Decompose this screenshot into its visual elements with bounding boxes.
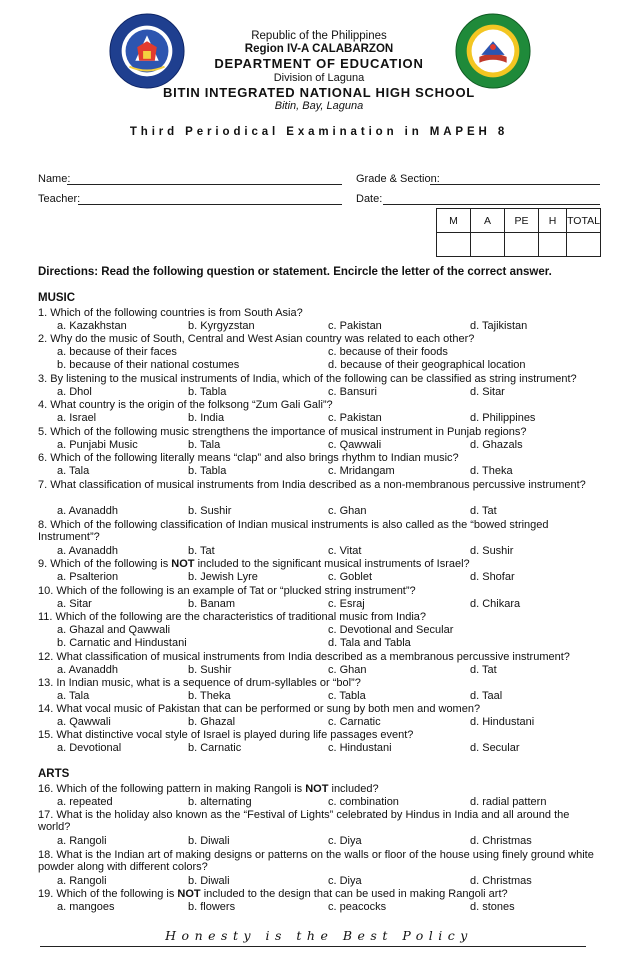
option-1d[interactable]: d. Tajikistan xyxy=(470,320,528,332)
question-7: 7. What classification of musical instruments from India described as a non-membranous percussive instrument? xyxy=(38,479,586,491)
option-13b[interactable]: b. Theka xyxy=(188,690,231,702)
score-header-m: M xyxy=(437,209,471,233)
question-6: 6. Which of the following literally means “clap” and also brings rhythm to Indian music? xyxy=(38,452,459,464)
option-8b[interactable]: b. Tat xyxy=(188,545,215,557)
question-2: 2. Why do the music of South, Central and West Asian country was related to each other? xyxy=(38,333,475,345)
option-8a[interactable]: a. Avanaddh xyxy=(57,545,118,557)
option-18b[interactable]: b. Diwali xyxy=(188,875,230,887)
option-14c[interactable]: c. Carnatic xyxy=(328,716,381,728)
option-6d[interactable]: d. Theka xyxy=(470,465,513,477)
option-18d[interactable]: d. Christmas xyxy=(470,875,532,887)
date-line[interactable] xyxy=(383,204,600,205)
option-19c[interactable]: c. peacocks xyxy=(328,901,387,913)
option-1a[interactable]: a. Kazakhstan xyxy=(57,320,127,332)
option-3a[interactable]: a. Dhol xyxy=(57,386,92,398)
name-line[interactable] xyxy=(67,184,342,185)
footer-divider xyxy=(40,946,586,947)
option-4d[interactable]: d. Philippines xyxy=(470,412,536,424)
footer-motto: Honesty is the Best Policy xyxy=(165,928,473,943)
option-9d[interactable]: d. Shofar xyxy=(470,571,515,583)
option-9c[interactable]: c. Goblet xyxy=(328,571,373,583)
option-16d[interactable]: d. radial pattern xyxy=(470,796,547,808)
score-cell-a[interactable] xyxy=(471,233,505,257)
option-8d[interactable]: d. Sushir xyxy=(470,545,514,557)
option-2d[interactable]: d. because of their geographical location xyxy=(328,359,526,371)
option-13c[interactable]: c. Tabla xyxy=(328,690,366,702)
question-15: 15. What distinctive vocal style of Israel is played during life passages event? xyxy=(38,729,414,741)
question-16-pre: 16. Which of the following pattern in making Rangoli is xyxy=(38,783,306,795)
question-19-post: included to the design that can be used in making Rangoli art? xyxy=(200,888,508,900)
option-10a[interactable]: a. Sitar xyxy=(57,598,92,610)
option-10b[interactable]: b. Banam xyxy=(188,598,236,610)
option-10d[interactable]: d. Chikara xyxy=(470,598,521,610)
score-header-pe: PE xyxy=(505,209,539,233)
question-9-post: included to the significant musical instruments of Israel? xyxy=(194,558,470,570)
name-label: Name: xyxy=(38,173,71,185)
question-16-post: included? xyxy=(328,783,379,795)
score-cell-pe[interactable] xyxy=(505,233,539,257)
question-9 xyxy=(38,558,470,570)
school-name: BITIN INTEGRATED NATIONAL HIGH SCHOOL xyxy=(163,85,475,100)
option-11a[interactable]: a. Ghazal and Qawwali xyxy=(57,624,171,636)
question-3: 3. By listening to the musical instruments of India, which of the following can be classified as string instrument? xyxy=(38,373,577,385)
question-17: 17. What is the holiday also known as the “Festival of Lights” celebrated by Hindus in India and all around the world? xyxy=(38,809,570,833)
option-7a[interactable]: a. Avanaddh xyxy=(57,505,118,517)
question-19 xyxy=(38,888,508,900)
question-16 xyxy=(38,783,379,795)
question-4: 4. What country is the origin of the folksong “Zum Gali Gali”? xyxy=(38,399,333,411)
option-17a[interactable]: a. Rangoli xyxy=(57,835,107,847)
option-10c[interactable]: c. Esraj xyxy=(328,598,365,610)
option-5a[interactable]: a. Punjabi Music xyxy=(57,439,138,451)
option-11d[interactable]: d. Tala and Tabla xyxy=(328,637,411,649)
option-6b[interactable]: b. Tabla xyxy=(188,465,227,477)
region-line: Region IV-A CALABARZON xyxy=(244,43,394,55)
question-12: 12. What classification of musical instruments from India described as a membranous percussive instrument? xyxy=(38,651,570,663)
option-13d[interactable]: d. Taal xyxy=(470,690,503,702)
option-9a[interactable]: a. Psalterion xyxy=(57,571,119,583)
option-9b[interactable]: b. Jewish Lyre xyxy=(188,571,258,583)
question-18: 18. What is the Indian art of making designs or patterns on the walls or floor of the house using finely ground white powder along with different colors? xyxy=(38,849,594,873)
question-19-emphasis: NOT xyxy=(177,888,201,900)
option-11c[interactable]: c. Devotional and Secular xyxy=(328,624,454,636)
score-header-total: TOTAL xyxy=(567,209,601,233)
option-14a[interactable]: a. Qawwali xyxy=(57,716,111,728)
option-19a[interactable]: a. mangoes xyxy=(57,901,115,913)
option-16c[interactable]: c. combination xyxy=(328,796,399,808)
score-cell-total[interactable] xyxy=(567,233,601,257)
option-15b[interactable]: b. Carnatic xyxy=(188,742,242,754)
section-arts: ARTS xyxy=(38,768,70,780)
option-18c[interactable]: c. Diya xyxy=(328,875,362,887)
option-1b[interactable]: b. Kyrgyzstan xyxy=(188,320,255,332)
option-13a[interactable]: a. Tala xyxy=(57,690,90,702)
option-12b[interactable]: b. Sushir xyxy=(188,664,232,676)
option-7d[interactable]: d. Tat xyxy=(470,505,497,517)
question-11: 11. Which of the following are the characteristics of traditional music from India? xyxy=(38,611,427,623)
option-16a[interactable]: a. repeated xyxy=(57,796,113,808)
question-13: 13. In Indian music, what is a sequence of drum-syllables or “bol”? xyxy=(38,677,361,689)
question-14: 14. What vocal music of Pakistan that can be performed or sung by both men and women? xyxy=(38,703,481,715)
question-16-emphasis: NOT xyxy=(305,783,329,795)
option-17c[interactable]: c. Diya xyxy=(328,835,362,847)
department-line: DEPARTMENT OF EDUCATION xyxy=(214,56,424,71)
option-17b[interactable]: b. Diwali xyxy=(188,835,230,847)
option-19b[interactable]: b. flowers xyxy=(188,901,236,913)
score-cell-m[interactable] xyxy=(437,233,471,257)
option-8c[interactable]: c. Vitat xyxy=(328,545,362,557)
question-9-pre: 9. Which of the following is xyxy=(38,558,172,570)
option-2a[interactable]: a. because of their faces xyxy=(57,346,177,358)
option-12a[interactable]: a. Avanaddh xyxy=(57,664,118,676)
score-cell-h[interactable] xyxy=(539,233,567,257)
option-2b[interactable]: b. because of their national costumes xyxy=(57,359,240,371)
question-8: 8. Which of the following classification of Indian musical instruments is also called as the “bowed stringed Instrument”? xyxy=(38,519,549,543)
option-12d[interactable]: d. Tat xyxy=(470,664,497,676)
option-7c[interactable]: c. Ghan xyxy=(328,505,367,517)
teacher-label: Teacher: xyxy=(38,193,81,205)
republic-line: Republic of the Philippines xyxy=(251,30,387,42)
option-4a[interactable]: a. Israel xyxy=(57,412,97,424)
option-15d[interactable]: d. Secular xyxy=(470,742,520,754)
option-7b[interactable]: b. Sushir xyxy=(188,505,232,517)
option-3b[interactable]: b. Tabla xyxy=(188,386,227,398)
question-10: 10. Which of the following is an example of Tat or “plucked string instrument”? xyxy=(38,585,416,597)
grade-label: Grade & Section: xyxy=(356,173,440,185)
option-17d[interactable]: d. Christmas xyxy=(470,835,532,847)
division-line: Division of Laguna xyxy=(273,72,365,84)
option-4b[interactable]: b. India xyxy=(188,412,225,424)
option-14d[interactable]: d. Hindustani xyxy=(470,716,535,728)
option-3d[interactable]: d. Sitar xyxy=(470,386,505,398)
score-table xyxy=(436,208,601,257)
date-label: Date: xyxy=(356,193,383,205)
exam-title: Third Periodical Examination in MAPEH 8 xyxy=(129,126,509,138)
score-header-a: A xyxy=(471,209,505,233)
option-19d[interactable]: d. stones xyxy=(470,901,515,913)
option-15a[interactable]: a. Devotional xyxy=(57,742,122,754)
option-5c[interactable]: c. Qawwali xyxy=(328,439,382,451)
question-9-emphasis: NOT xyxy=(171,558,195,570)
option-4c[interactable]: c. Pakistan xyxy=(328,412,382,424)
question-5: 5. Which of the following music strengthens the importance of musical instrument in Punjab regions? xyxy=(38,426,527,438)
option-3c[interactable]: c. Bansuri xyxy=(328,386,377,398)
option-12c[interactable]: c. Ghan xyxy=(328,664,367,676)
question-19-pre: 19. Which of the following is xyxy=(38,888,178,900)
option-15c[interactable]: c. Hindustani xyxy=(328,742,392,754)
directions: Directions: Read the following question or statement. Encircle the letter of the correct answer. xyxy=(38,266,552,278)
teacher-line[interactable] xyxy=(78,204,342,205)
option-16b[interactable]: b. alternating xyxy=(188,796,252,808)
question-1: 1. Which of the following countries is from South Asia? xyxy=(38,307,303,319)
option-2c[interactable]: c. because of their foods xyxy=(328,346,448,358)
option-5d[interactable]: d. Ghazals xyxy=(470,439,523,451)
option-1c[interactable]: c. Pakistan xyxy=(328,320,382,332)
score-header-h: H xyxy=(539,209,567,233)
option-5b[interactable]: b. Tala xyxy=(188,439,221,451)
option-18a[interactable]: a. Rangoli xyxy=(57,875,107,887)
option-14b[interactable]: b. Ghazal xyxy=(188,716,236,728)
option-6c[interactable]: c. Mridangam xyxy=(328,465,395,477)
option-11b[interactable]: b. Carnatic and Hindustani xyxy=(57,637,187,649)
grade-line[interactable] xyxy=(430,184,600,185)
section-music: MUSIC xyxy=(38,292,76,304)
option-6a[interactable]: a. Tala xyxy=(57,465,90,477)
school-address: Bitin, Bay, Laguna xyxy=(274,100,364,112)
